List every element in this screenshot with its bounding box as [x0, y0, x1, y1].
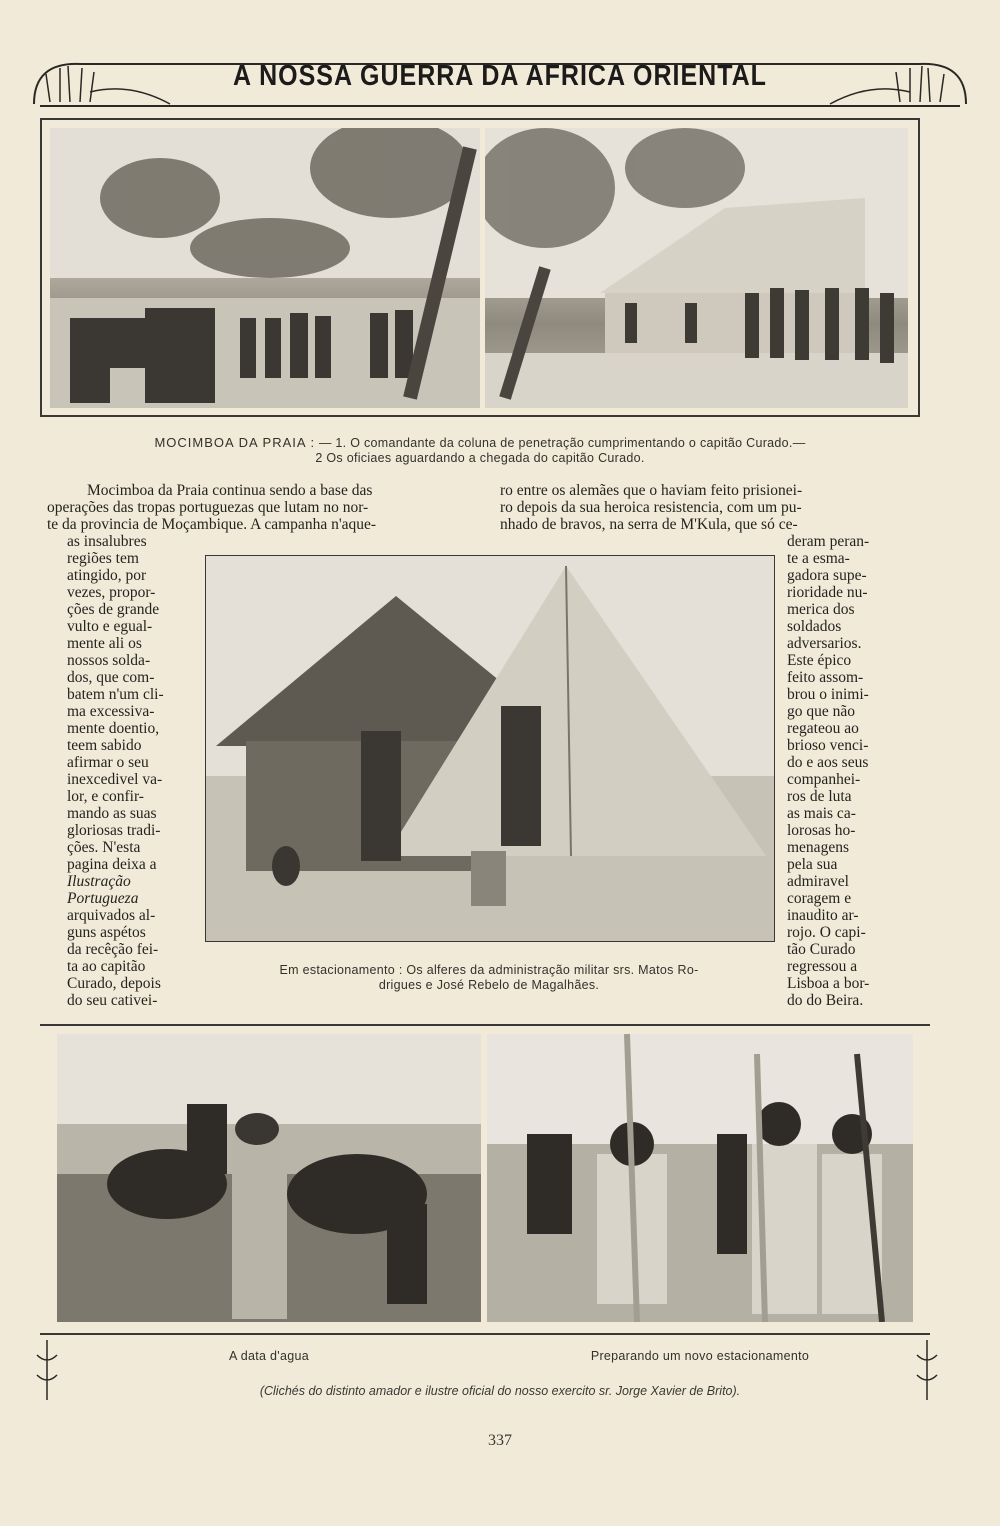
text-line: gadora supe-: [787, 567, 867, 584]
text-line: teem sabido: [67, 737, 142, 754]
text-line: do do Beira.: [787, 992, 864, 1009]
text-line: ções. N'esta: [67, 839, 141, 856]
text-line: regiões tem: [67, 550, 139, 567]
article-top-right: [500, 482, 910, 533]
left-ornament-icon: [32, 1340, 62, 1400]
text-line-italic: Ilustração: [67, 873, 131, 890]
text-line: Lisboa a bor-: [787, 975, 870, 992]
text-line: regressou a: [787, 958, 858, 975]
photo-water-mules: [57, 1034, 481, 1322]
text-line: mente ali os: [67, 635, 142, 652]
text-line: atingido, por: [67, 567, 147, 584]
text-line: pagina deixa a: [67, 856, 157, 873]
text-line: ro depois da sua heroica resistencia, com um pu-: [500, 499, 802, 516]
article-right-column: [787, 533, 907, 1009]
divider-top: [40, 1024, 930, 1026]
text-line: Mocimboa da Praia continua sendo a base das: [87, 482, 373, 499]
text-line: rioridade nu-: [787, 584, 868, 601]
text-line: as insalubres: [67, 533, 147, 550]
text-line: da recêção fei-: [67, 941, 159, 958]
text-line: deram peran-: [787, 533, 870, 550]
text-line: nossos solda-: [67, 652, 151, 669]
caption-line-1: — 1. O comandante da coluna de penetração cumprimentando o capitão Curado.—: [315, 436, 806, 450]
text-line: ma excessiva-: [67, 703, 155, 720]
text-line: vezes, propor-: [67, 584, 156, 601]
text-line: go que não: [787, 703, 856, 720]
text-line: brou o inimi-: [787, 686, 869, 703]
text-line: companhei-: [787, 771, 861, 788]
bottom-right-caption: Preparando um novo estacionamento: [590, 1349, 810, 1363]
text-line: menagens: [787, 839, 849, 856]
text-line: inexcedivel va-: [67, 771, 163, 788]
text-line: rojo. O capi-: [787, 924, 866, 941]
text-line: soldados: [787, 618, 842, 635]
text-line: te a esma-: [787, 550, 850, 567]
text-line: coragem e: [787, 890, 852, 907]
text-line: guns aspétos: [67, 924, 146, 941]
caption-line-2: drigues e José Rebelo de Magalhães.: [378, 978, 600, 992]
text-line: ções de grande: [67, 601, 160, 618]
text-line: as mais ca-: [787, 805, 856, 822]
text-line: do seu cativei-: [67, 992, 158, 1009]
text-line: ros de luta: [787, 788, 852, 805]
text-line: arquivados al-: [67, 907, 156, 924]
text-line: brioso venci-: [787, 737, 869, 754]
text-line: vulto e egual-: [67, 618, 153, 635]
text-line: regateou ao: [787, 720, 859, 737]
text-line: lorosas ho-: [787, 822, 856, 839]
text-line: mente doentio,: [67, 720, 160, 737]
text-line: Curado, depois: [67, 975, 161, 992]
text-line: dos, que com-: [67, 669, 155, 686]
photo-new-encampment: [487, 1034, 913, 1322]
text-line: batem n'um cli-: [67, 686, 164, 703]
caption-line-2: 2 Os oficiaes aguardando a chegada do capitão Curado.: [315, 451, 645, 465]
text-line-italic: Portugueza: [67, 890, 139, 907]
text-line: mando as suas: [67, 805, 157, 822]
bottom-left-caption: A data d'agua: [229, 1349, 309, 1363]
photo-tent-encampment: [205, 555, 775, 942]
text-line: lor, e confir-: [67, 788, 144, 805]
text-line: ro entre os alemães que o haviam feito prisionei-: [500, 482, 803, 499]
text-line: feito assom-: [787, 669, 864, 686]
right-ornament-icon: [912, 1340, 942, 1400]
divider-bottom: [40, 1333, 930, 1335]
top-photos-caption: [40, 435, 920, 466]
photo-commander-greeting: [50, 128, 480, 408]
page-title: A NOSSA GUERRA DA AFRICA ORIENTAL: [233, 59, 767, 93]
article-top-left: [47, 482, 477, 533]
header-banner: [30, 52, 970, 110]
caption-location: MOCIMBOA DA PRAIA :: [154, 435, 316, 450]
text-line: merica dos: [787, 601, 855, 618]
text-line: gloriosas tradi-: [67, 822, 161, 839]
text-line: pela sua: [787, 856, 838, 873]
text-line: adversarios.: [787, 635, 862, 652]
text-line: ta ao capitão: [67, 958, 146, 975]
photo-credit: (Clichés do distinto amador e ilustre oficial do nosso exercito sr. Jorge Xavier de Brito).: [259, 1384, 741, 1398]
text-line: afirmar o seu: [67, 754, 149, 771]
text-line: admiravel: [787, 873, 849, 890]
middle-photo-caption: [205, 963, 773, 993]
text-line: do e aos seus: [787, 754, 869, 771]
text-line: inaudito ar-: [787, 907, 859, 924]
text-line: nhado de bravos, na serra de M'Kula, que só ce-: [500, 516, 798, 533]
text-line: Este épico: [787, 652, 852, 669]
text-line: operações das tropas portuguezas que lutam no nor-: [47, 499, 369, 516]
caption-line-1: Em estacionamento : Os alferes da administração militar srs. Matos Ro-: [279, 963, 699, 977]
text-line: tão Curado: [787, 941, 856, 958]
page-number: 337: [488, 1432, 512, 1449]
text-line: te da provincia de Moçambique. A campanha n'aque-: [47, 516, 377, 533]
photo-officers-waiting: [485, 128, 908, 408]
article-left-column: [67, 533, 197, 1009]
